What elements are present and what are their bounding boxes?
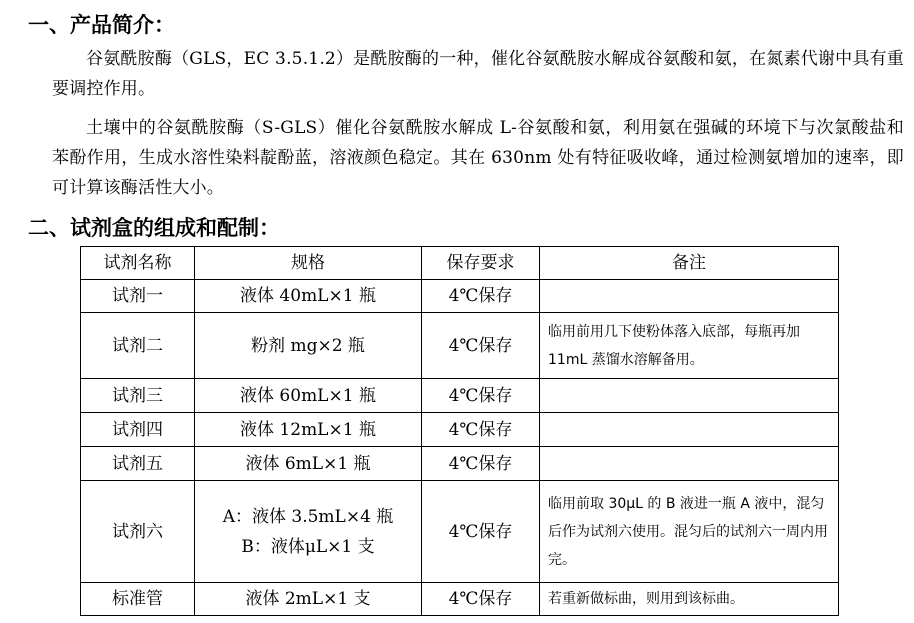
reagent-storage: 4℃保存 [422, 447, 540, 481]
reagent-name: 标准管 [81, 583, 195, 616]
reagent-note: 临用前用几下使粉体落入底部，每瓶再加 11mL 蒸馏水溶解备用。 [540, 313, 839, 379]
reagent-name: 试剂五 [81, 447, 195, 481]
reagent-name: 试剂二 [81, 313, 195, 379]
reagent-storage: 4℃保存 [422, 280, 540, 313]
table-row [81, 313, 839, 379]
header-note: 备注 [540, 247, 839, 280]
reagent-name: 试剂六 [81, 481, 195, 583]
reagent-storage: 4℃保存 [422, 413, 540, 447]
reagent-table [80, 246, 839, 616]
reagent-spec: 液体 12mL×1 瓶 [195, 413, 422, 447]
reagent-note [540, 413, 839, 447]
table-row [81, 413, 839, 447]
reagent-note: 临用前取 30μL 的 B 液进一瓶 A 液中，混匀后作为试剂六使用。混匀后的试剂六一周内用完。 [540, 481, 839, 583]
header-reagent-name: 试剂名称 [81, 247, 195, 280]
intro-paragraph-1: 谷氨酰胺酶（GLS，EC 3.5.1.2）是酰胺酶的一种，催化谷氨酰胺水解成谷氨酸和氨，在氮素代谢中具有重要调控作用。 [52, 49, 904, 99]
reagent-name: 试剂三 [81, 379, 195, 413]
table-header-row [81, 247, 839, 280]
reagent-storage: 4℃保存 [422, 481, 540, 583]
reagent-spec: 液体 60mL×1 瓶 [195, 379, 422, 413]
section-heading-product-intro: 一、产品简介： [28, 13, 175, 37]
section-heading-kit-composition: 二、试剂盒的组成和配制： [28, 216, 280, 240]
header-storage: 保存要求 [422, 247, 540, 280]
reagent-spec: 液体 6mL×1 瓶 [195, 447, 422, 481]
reagent-note [540, 447, 839, 481]
reagent-spec-part-a: A：液体 3.5mL×4 瓶 [222, 506, 394, 527]
reagent-spec: 液体 40mL×1 瓶 [195, 280, 422, 313]
reagent-name: 试剂四 [81, 413, 195, 447]
reagent-spec-part-b: B：液体μL×1 支 [241, 536, 375, 557]
table-row [81, 481, 839, 583]
reagent-note [540, 379, 839, 413]
reagent-note [540, 280, 839, 313]
reagent-storage: 4℃保存 [422, 583, 540, 616]
reagent-storage: 4℃保存 [422, 313, 540, 379]
table-row [81, 447, 839, 481]
table-row [81, 379, 839, 413]
reagent-spec: 液体 2mL×1 支 [195, 583, 422, 616]
reagent-name: 试剂一 [81, 280, 195, 313]
table-row [81, 583, 839, 616]
reagent-spec: 粉剂 mg×2 瓶 [195, 313, 422, 379]
header-spec: 规格 [195, 247, 422, 280]
table-row [81, 280, 839, 313]
reagent-note: 若重新做标曲，则用到该标曲。 [540, 583, 839, 616]
intro-paragraph-2: 土壤中的谷氨酰胺酶（S-GLS）催化谷氨酰胺水解成 L-谷氨酸和氨，利用氨在强碱的环境下与次氯酸盐和苯酚作用，生成水溶性染料靛酚蓝，溶液颜色稳定。其在 630nm 处有特征吸收峰，通过检测氨增加的速率，即可计算该酶活性大小。 [52, 118, 904, 198]
reagent-spec [195, 481, 422, 583]
reagent-storage: 4℃保存 [422, 379, 540, 413]
